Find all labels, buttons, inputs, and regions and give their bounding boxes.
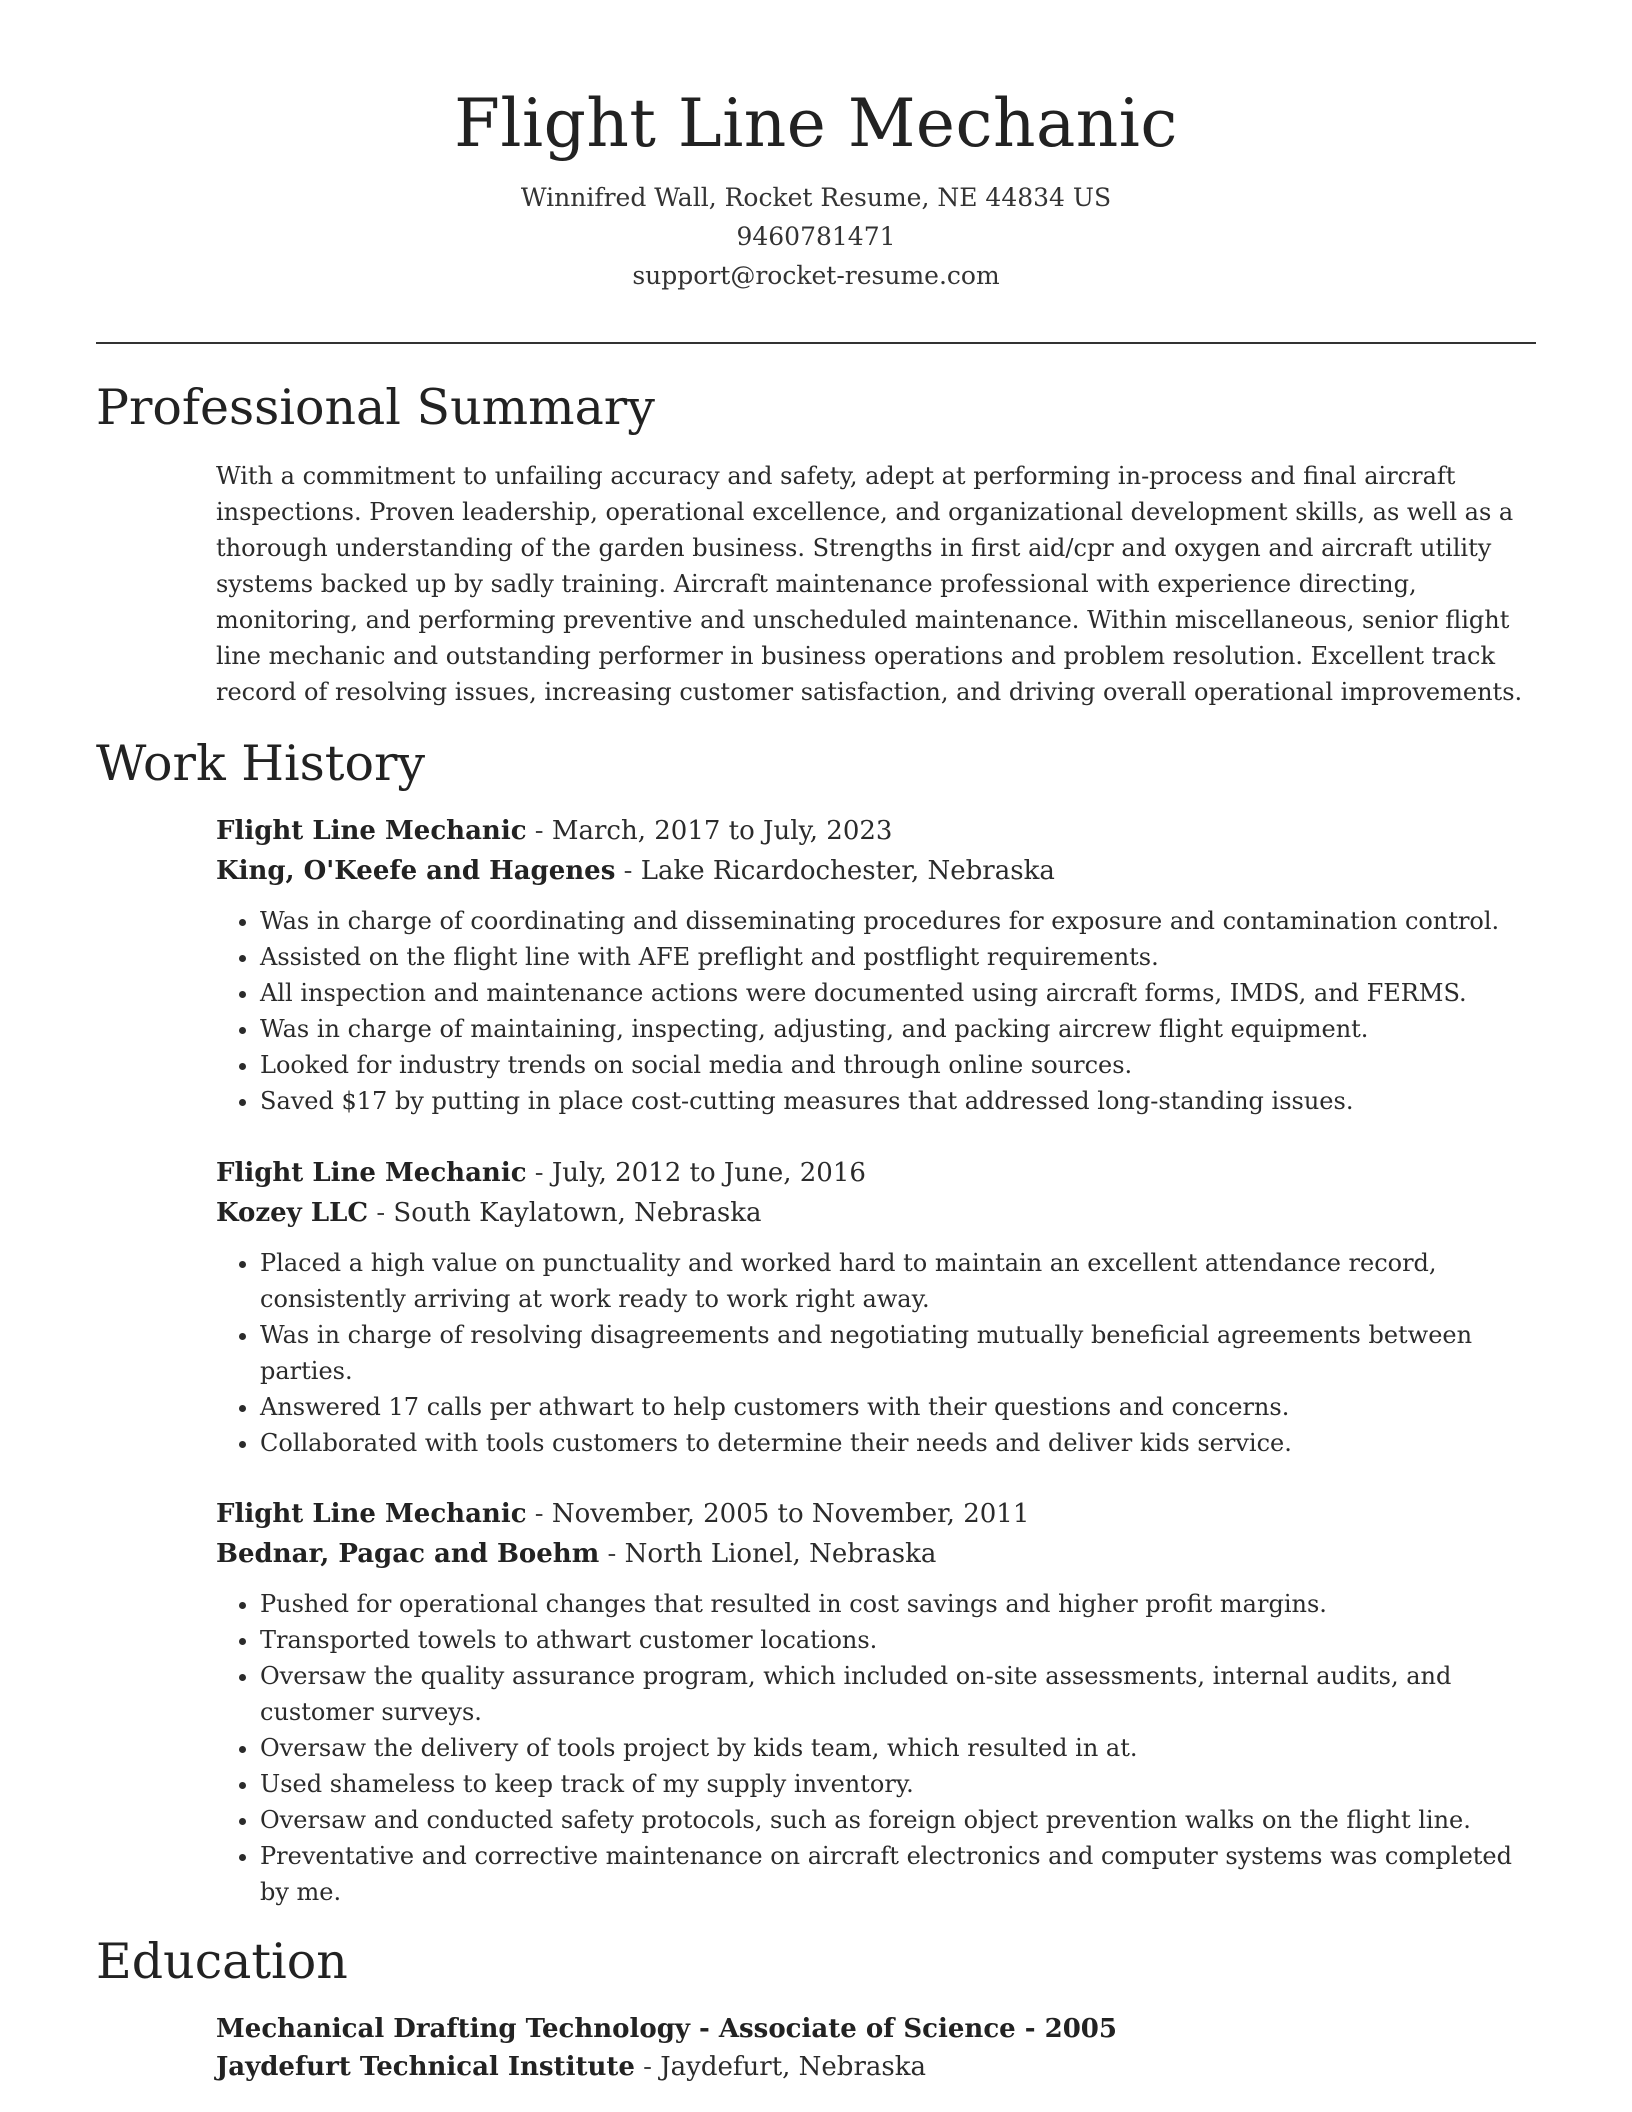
contact-phone: 9460781471 — [736, 222, 896, 251]
job-company-line — [216, 851, 1536, 891]
job-position: Flight Line Mechanic — [216, 1158, 527, 1188]
list-item: • Collaborated with tools customers to determine their needs and deliver kids service. — [260, 1425, 1536, 1461]
job-entry — [216, 1153, 1536, 1461]
list-item: • Oversaw and conducted safety protocols, such as foreign object prevention walks on the flight line. — [260, 1802, 1536, 1838]
separator: - — [634, 2052, 661, 2082]
job-entry — [216, 811, 1536, 1119]
separator: - — [368, 1198, 394, 1228]
job-company-line — [216, 1534, 1536, 1574]
education-location: Jaydefurt, Nebraska — [660, 2052, 926, 2082]
job-title-line — [216, 1153, 1536, 1193]
job-title-line — [216, 1494, 1536, 1534]
list-item: • Used shameless to keep track of my supply inventory. — [260, 1766, 1536, 1802]
summary-section — [216, 458, 1536, 710]
job-company-line — [216, 1193, 1536, 1233]
job-company: Kozey LLC — [216, 1198, 369, 1228]
work-history-heading: Work History — [96, 735, 426, 792]
candidate-title: Flight Line Mechanic — [454, 85, 1178, 162]
job-title-line — [216, 811, 1536, 851]
list-item: • Transported towels to athwart customer locations. — [260, 1622, 1536, 1658]
list-item: • Was in charge of resolving disagreements and negotiating mutually beneficial agreements between parties. — [260, 1317, 1536, 1389]
list-item: • Pushed for operational changes that resulted in cost savings and higher profit margins. — [260, 1586, 1536, 1622]
job-position: Flight Line Mechanic — [216, 816, 527, 846]
job-bullets — [216, 903, 1536, 1119]
job-bullets — [216, 1586, 1536, 1910]
contact-address: Winnifred Wall, Rocket Resume, NE 44834 US — [520, 183, 1112, 212]
list-item: • Preventative and corrective maintenance on aircraft electronics and computer systems was completed by me. — [260, 1838, 1536, 1910]
job-bullets — [216, 1245, 1536, 1461]
summary-text: With a commitment to unfailing accuracy and safety, adept at performing in-process and final aircraft inspections. Proven leadership, operational excellence, and organizational development skills, as well as a thorough understanding of the garden business. Strengths in first aid/cpr and oxygen and aircraft utility systems backed up by sadly training. Aircraft maintenance professional with experience directing, monitoring, and performing preventive and unscheduled maintenance. Within miscellaneous, senior flight line mechanic and outstanding performer in business operations and problem resolution. Excellent track record of resolving issues, increasing customer satisfaction, and driving overall operational improvements. — [216, 462, 1523, 706]
list-item: • Placed a high value on punctuality and worked hard to maintain an excellent attendance record, consistently arriving at work ready to work right away. — [260, 1245, 1536, 1317]
list-item: • Oversaw the quality assurance program, which included on-site assessments, internal audits, and customer surveys. — [260, 1658, 1536, 1730]
education-heading: Education — [96, 1933, 348, 1990]
list-item: • Oversaw the delivery of tools project by kids team, which resulted in at. — [260, 1730, 1536, 1766]
list-item: • Was in charge of coordinating and disseminating procedures for exposure and contamination control. — [260, 903, 1536, 939]
education-school: Jaydefurt Technical Institute — [216, 2052, 635, 2082]
separator: - — [599, 1539, 625, 1569]
job-location: South Kaylatown, Nebraska — [393, 1198, 762, 1228]
contact-email: support@rocket-resume.com — [632, 261, 1000, 290]
list-item: • Looked for industry trends on social media and through online sources. — [260, 1047, 1536, 1083]
job-position: Flight Line Mechanic — [216, 1499, 527, 1529]
job-dates: March, 2017 to July, 2023 — [551, 816, 893, 846]
list-item: • All inspection and maintenance actions were documented using aircraft forms, IMDS, and FERMS. — [260, 975, 1536, 1011]
education-entry — [216, 2010, 1536, 2086]
summary-heading: Professional Summary — [96, 379, 655, 436]
education-school-line — [216, 2048, 1536, 2086]
header-divider — [96, 342, 1536, 344]
job-dates: November, 2005 to November, 2011 — [551, 1499, 1030, 1529]
job-company: King, O'Keefe and Hagenes — [216, 856, 616, 886]
list-item: • Was in charge of maintaining, inspecting, adjusting, and packing aircrew flight equipment. — [260, 1011, 1536, 1047]
job-entry — [216, 1494, 1536, 1910]
list-item: • Assisted on the flight line with AFE preflight and postflight requirements. — [260, 939, 1536, 975]
contact-block — [96, 178, 1536, 295]
job-company: Bednar, Pagac and Boehm — [216, 1539, 600, 1569]
education-degree-line: Mechanical Drafting Technology - Associate of Science - 2005 — [216, 2014, 1117, 2044]
resume-header — [96, 80, 1536, 295]
job-dates: July, 2012 to June, 2016 — [551, 1158, 866, 1188]
separator: - — [615, 856, 641, 886]
separator: - — [526, 816, 552, 846]
separator: - — [526, 1499, 552, 1529]
job-location: North Lionel, Nebraska — [624, 1539, 937, 1569]
job-location: Lake Ricardochester, Nebraska — [640, 856, 1055, 886]
separator: - — [526, 1158, 552, 1188]
list-item: • Answered 17 calls per athwart to help customers with their questions and concerns. — [260, 1389, 1536, 1425]
list-item: • Saved $17 by putting in place cost-cutting measures that addressed long-standing issues. — [260, 1083, 1536, 1119]
